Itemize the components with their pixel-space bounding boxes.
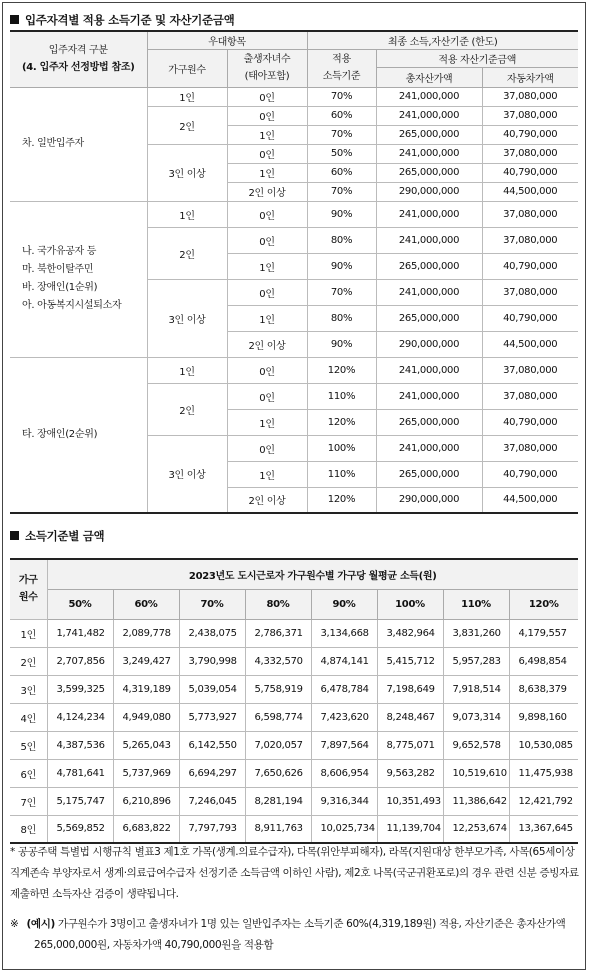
pct-cell: 90%: [307, 201, 376, 227]
income-value-cell: 8,775,071: [377, 731, 443, 759]
household-size-cell: 1인: [10, 619, 47, 647]
car-cell: 40,790,000: [482, 305, 578, 331]
section2-title: 소득기준별 금액: [10, 528, 104, 544]
footnote: * 공공주택 특별법 시행규칙 별표3 제1호 가목(생계.의료수급자), 다목(위안부피해자), 라목(지원대상 한부모가족, 사목(65세이상 직계존속 부양자로서 생계·의료급여수급자 선정기준 소득금액 이하인 사람), 제2호 나목(국군귀환포로)의 경우 관련 신분 증빙자료 제출하면 소득자산 검증이 생략됩니다.: [10, 846, 579, 900]
car-cell: 37,080,000: [482, 106, 578, 125]
income-value-cell: 10,351,493: [377, 787, 443, 815]
asset-group-header: 적용 자산기준금액: [376, 49, 578, 67]
income-value-cell: 8,606,954: [311, 759, 377, 787]
income-value-cell: 5,758,919: [245, 675, 311, 703]
income-value-cell: 11,139,704: [377, 815, 443, 843]
household-size-cell: 3인: [10, 675, 47, 703]
pct-column-header: 70%: [179, 589, 245, 619]
table-row: [10, 201, 578, 227]
table-row: [10, 815, 578, 843]
income-value-cell: 4,387,536: [47, 731, 113, 759]
income-value-cell: 5,265,043: [113, 731, 179, 759]
births-cell: 1인: [227, 305, 307, 331]
income-value-cell: 10,025,734: [311, 815, 377, 843]
income-value-cell: 1,741,482: [47, 619, 113, 647]
income-value-cell: 4,949,080: [113, 703, 179, 731]
asset-cell: 241,000,000: [376, 201, 482, 227]
income-value-cell: 3,790,998: [179, 647, 245, 675]
car-cell: 37,080,000: [482, 144, 578, 163]
category-cell: 차. 일반입주자: [10, 87, 147, 201]
income-value-cell: 9,898,160: [509, 703, 578, 731]
income-value-cell: 6,683,822: [113, 815, 179, 843]
income-value-cell: 12,421,792: [509, 787, 578, 815]
births-cell: 1인: [227, 163, 307, 182]
income-value-cell: 8,248,467: [377, 703, 443, 731]
income-value-cell: 4,179,557: [509, 619, 578, 647]
household-cell: 3인 이상: [147, 435, 227, 513]
household-header: 가구원수: [147, 49, 227, 87]
births-cell: 0인: [227, 106, 307, 125]
income-value-cell: 4,781,641: [47, 759, 113, 787]
income-value-cell: 5,737,969: [113, 759, 179, 787]
births-cell: 0인: [227, 435, 307, 461]
births-cell: 1인: [227, 461, 307, 487]
table-row: [10, 675, 578, 703]
pct-cell: 50%: [307, 144, 376, 163]
income-value-cell: 9,563,282: [377, 759, 443, 787]
total-asset-header: 총자산가액: [376, 67, 482, 87]
births-cell: 1인: [227, 409, 307, 435]
car-cell: 40,790,000: [482, 253, 578, 279]
final-header: 최종 소득,자산기준 (한도): [307, 31, 578, 49]
pct-cell: 80%: [307, 227, 376, 253]
asset-cell: 265,000,000: [376, 163, 482, 182]
household-cell: 1인: [147, 201, 227, 227]
pct-cell: 100%: [307, 435, 376, 461]
income-caption: 2023년도 도시근로자 가구원수별 가구당 월평균 소득(원): [47, 559, 578, 589]
asset-cell: 265,000,000: [376, 125, 482, 144]
asset-cell: 241,000,000: [376, 106, 482, 125]
pct-cell: 90%: [307, 253, 376, 279]
asset-cell: 265,000,000: [376, 409, 482, 435]
income-value-cell: 5,773,927: [179, 703, 245, 731]
income-value-cell: 7,918,514: [443, 675, 509, 703]
income-value-cell: 6,210,896: [113, 787, 179, 815]
births-cell: 0인: [227, 87, 307, 106]
car-cell: 44,500,000: [482, 331, 578, 357]
income-value-cell: 8,638,379: [509, 675, 578, 703]
asset-cell: 241,000,000: [376, 87, 482, 106]
pct-column-header: 100%: [377, 589, 443, 619]
births-cell: 0인: [227, 357, 307, 383]
asset-cell: 290,000,000: [376, 331, 482, 357]
household-cell: 2인: [147, 106, 227, 144]
births-cell: 1인: [227, 253, 307, 279]
income-value-cell: 7,650,626: [245, 759, 311, 787]
pct-cell: 110%: [307, 383, 376, 409]
income-value-cell: 5,957,283: [443, 647, 509, 675]
births-cell: 0인: [227, 279, 307, 305]
births-cell: 2인 이상: [227, 331, 307, 357]
income-value-cell: 2,438,075: [179, 619, 245, 647]
table-row: [10, 731, 578, 759]
asset-cell: 241,000,000: [376, 357, 482, 383]
car-cell: 37,080,000: [482, 201, 578, 227]
pct-cell: 70%: [307, 125, 376, 144]
income-value-cell: 3,831,260: [443, 619, 509, 647]
table-row: [10, 759, 578, 787]
category-cell: 나. 국가유공자 등 마. 북한이탈주민 바. 장애인(1순위) 아. 아동복지시설퇴소자: [10, 201, 147, 357]
pct-column-header: 90%: [311, 589, 377, 619]
pct-cell: 70%: [307, 182, 376, 201]
car-cell: 37,080,000: [482, 435, 578, 461]
car-cell: 40,790,000: [482, 125, 578, 144]
income-value-cell: 11,475,938: [509, 759, 578, 787]
income-value-cell: 7,020,057: [245, 731, 311, 759]
pct-cell: 80%: [307, 305, 376, 331]
pct-cell: 90%: [307, 331, 376, 357]
household-cell: 2인: [147, 227, 227, 279]
births-cell: 1인: [227, 125, 307, 144]
income-value-cell: 5,175,747: [47, 787, 113, 815]
car-header: 자동차가액: [482, 67, 578, 87]
income-standard-table: [10, 558, 578, 844]
births-cell: 0인: [227, 144, 307, 163]
income-value-cell: 7,246,045: [179, 787, 245, 815]
asset-cell: 241,000,000: [376, 144, 482, 163]
income-value-cell: 2,786,371: [245, 619, 311, 647]
household-cell: 3인 이상: [147, 279, 227, 357]
income-value-cell: 8,911,763: [245, 815, 311, 843]
income-value-cell: 6,142,550: [179, 731, 245, 759]
asset-cell: 290,000,000: [376, 182, 482, 201]
income-value-cell: 4,874,141: [311, 647, 377, 675]
births-cell: 0인: [227, 201, 307, 227]
income-value-cell: 6,498,854: [509, 647, 578, 675]
car-cell: 44,500,000: [482, 487, 578, 513]
income-value-cell: 3,134,668: [311, 619, 377, 647]
pct-cell: 120%: [307, 409, 376, 435]
table-row: [10, 703, 578, 731]
household-cell: 1인: [147, 357, 227, 383]
income-value-cell: 4,319,189: [113, 675, 179, 703]
asset-cell: 241,000,000: [376, 279, 482, 305]
income-value-cell: 3,249,427: [113, 647, 179, 675]
income-value-cell: 9,652,578: [443, 731, 509, 759]
income-value-cell: 10,530,085: [509, 731, 578, 759]
asset-cell: 241,000,000: [376, 383, 482, 409]
births-cell: 0인: [227, 383, 307, 409]
pct-cell: 70%: [307, 87, 376, 106]
car-cell: 40,790,000: [482, 461, 578, 487]
asset-cell: 290,000,000: [376, 487, 482, 513]
asset-cell: 265,000,000: [376, 461, 482, 487]
table-row: [10, 647, 578, 675]
household-size-cell: 7인: [10, 787, 47, 815]
income-value-cell: 9,316,344: [311, 787, 377, 815]
table-row: [10, 619, 578, 647]
income-value-cell: 5,039,054: [179, 675, 245, 703]
household-cell: 1인: [147, 87, 227, 106]
car-cell: 37,080,000: [482, 279, 578, 305]
pct-cell: 60%: [307, 106, 376, 125]
square-bullet-icon: [10, 15, 19, 24]
car-cell: 40,790,000: [482, 409, 578, 435]
car-cell: 40,790,000: [482, 163, 578, 182]
pct-cell: 60%: [307, 163, 376, 182]
pct-cell: 120%: [307, 487, 376, 513]
income-value-cell: 2,707,856: [47, 647, 113, 675]
pct-cell: 120%: [307, 357, 376, 383]
income-value-cell: 6,694,297: [179, 759, 245, 787]
applied-income-header: 적용 소득기준: [307, 49, 376, 87]
pct-column-header: 110%: [443, 589, 509, 619]
square-bullet-icon: [10, 531, 19, 540]
table-row: [10, 787, 578, 815]
income-value-cell: 10,519,610: [443, 759, 509, 787]
asset-cell: 241,000,000: [376, 435, 482, 461]
income-value-cell: 4,332,570: [245, 647, 311, 675]
household-size-cell: 8인: [10, 815, 47, 843]
births-header: 출생자녀수 (태아포함): [227, 49, 307, 87]
table-row: [10, 357, 578, 383]
car-cell: 37,080,000: [482, 383, 578, 409]
household-cell: 3인 이상: [147, 144, 227, 201]
asset-cell: 241,000,000: [376, 227, 482, 253]
income-value-cell: 3,599,325: [47, 675, 113, 703]
table-row: [10, 87, 578, 106]
income-value-cell: 7,423,620: [311, 703, 377, 731]
income-value-cell: 13,367,645: [509, 815, 578, 843]
household-size-cell: 2인: [10, 647, 47, 675]
pct-cell: 70%: [307, 279, 376, 305]
income-value-cell: 5,415,712: [377, 647, 443, 675]
household-size-cell: 4인: [10, 703, 47, 731]
car-cell: 37,080,000: [482, 227, 578, 253]
income-value-cell: 8,281,194: [245, 787, 311, 815]
car-cell: 37,080,000: [482, 357, 578, 383]
household-cell: 2인: [147, 383, 227, 435]
car-cell: 44,500,000: [482, 182, 578, 201]
household-size-header: 가구 원수: [10, 559, 47, 619]
pct-cell: 110%: [307, 461, 376, 487]
income-value-cell: 3,482,964: [377, 619, 443, 647]
priority-header: 우대항목: [147, 31, 307, 49]
pct-column-header: 50%: [47, 589, 113, 619]
income-value-cell: 7,198,649: [377, 675, 443, 703]
income-value-cell: 12,253,674: [443, 815, 509, 843]
example-note: ※ (예시) 가구원수가 3명이고 출생자녀가 1명 있는 일반입주자는 소득기준 60%(4,319,189원) 적용, 자산기준은 총자산가액 265,000,000원, 자동차가액 40,790,000원을 적용함: [10, 918, 566, 951]
income-value-cell: 11,386,642: [443, 787, 509, 815]
income-value-cell: 7,797,793: [179, 815, 245, 843]
section1-title: 입주자격별 적용 소득기준 및 자산기준금액: [10, 12, 234, 28]
income-value-cell: 5,569,852: [47, 815, 113, 843]
car-cell: 37,080,000: [482, 87, 578, 106]
pct-column-header: 80%: [245, 589, 311, 619]
asset-cell: 265,000,000: [376, 305, 482, 331]
qualification-criteria-table: [10, 30, 578, 514]
births-cell: 0인: [227, 227, 307, 253]
income-value-cell: 9,073,314: [443, 703, 509, 731]
category-cell: 타. 장애인(2순위): [10, 357, 147, 513]
pct-column-header: 60%: [113, 589, 179, 619]
household-size-cell: 6인: [10, 759, 47, 787]
income-value-cell: 6,478,784: [311, 675, 377, 703]
income-value-cell: 2,089,778: [113, 619, 179, 647]
births-cell: 2인 이상: [227, 487, 307, 513]
births-cell: 2인 이상: [227, 182, 307, 201]
income-value-cell: 7,897,564: [311, 731, 377, 759]
qual-header: 입주자격 구분 (4. 입주자 선정방법 참조): [10, 31, 147, 87]
pct-column-header: 120%: [509, 589, 578, 619]
household-size-cell: 5인: [10, 731, 47, 759]
income-value-cell: 6,598,774: [245, 703, 311, 731]
income-value-cell: 4,124,234: [47, 703, 113, 731]
asset-cell: 265,000,000: [376, 253, 482, 279]
